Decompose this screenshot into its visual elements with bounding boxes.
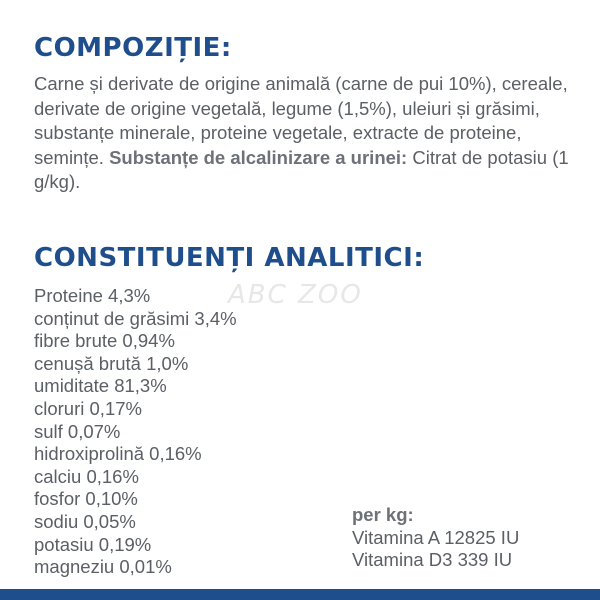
analytical-item: sodiu 0,05% [34, 510, 136, 532]
per-kg-label: per kg: [352, 504, 414, 525]
analytical-item: umiditate 81,3% [34, 375, 167, 397]
composition-title: COMPOZIȚIE: [34, 33, 232, 63]
analytical-item: cloruri 0,17% [34, 397, 142, 419]
bottom-accent-bar [0, 589, 600, 600]
analytical-item: calciu 0,16% [34, 465, 139, 487]
analytical-item: hidroxiprolină 0,16% [34, 443, 202, 465]
analytical-item: fosfor 0,10% [34, 488, 138, 510]
composition-text [34, 72, 582, 195]
analytical-item: sulf 0,07% [34, 420, 121, 442]
vitamin-item: Vitamina A 12825 IU [352, 526, 520, 548]
watermark-logo: ABC ZOO [228, 280, 363, 310]
composition-ingredients: Carne și derivate de origine animală (carne de pui 10%), cereale, derivate de origine vegetală, legume (1,5%), uleiuri și grăsimi, substanțe minerale, proteine vegetale, extracte de proteine, semințe. [34, 73, 568, 168]
analytical-item: magneziu 0,01% [34, 556, 172, 578]
per-kg-section [352, 504, 519, 572]
vitamin-list [352, 527, 519, 572]
alkaliser-label: Substanțe de alcalinizare a urinei: [109, 146, 408, 168]
analytical-item: fibre brute 0,94% [34, 330, 175, 352]
vitamin-item: Vitamina D3 339 IU [352, 549, 513, 571]
composition-section [34, 72, 582, 195]
analytical-item: conținut de grăsimi 3,4% [34, 307, 237, 329]
analytical-list [34, 285, 237, 579]
analytical-title: CONSTITUENȚI ANALITICI: [34, 243, 425, 273]
alkaliser-text: Citrat de potasiu (1 g/kg). [34, 146, 569, 192]
analytical-item: potasiu 0,19% [34, 533, 152, 555]
analytical-item: Proteine 4,3% [34, 285, 151, 306]
analytical-item: cenușă brută 1,0% [34, 352, 189, 374]
